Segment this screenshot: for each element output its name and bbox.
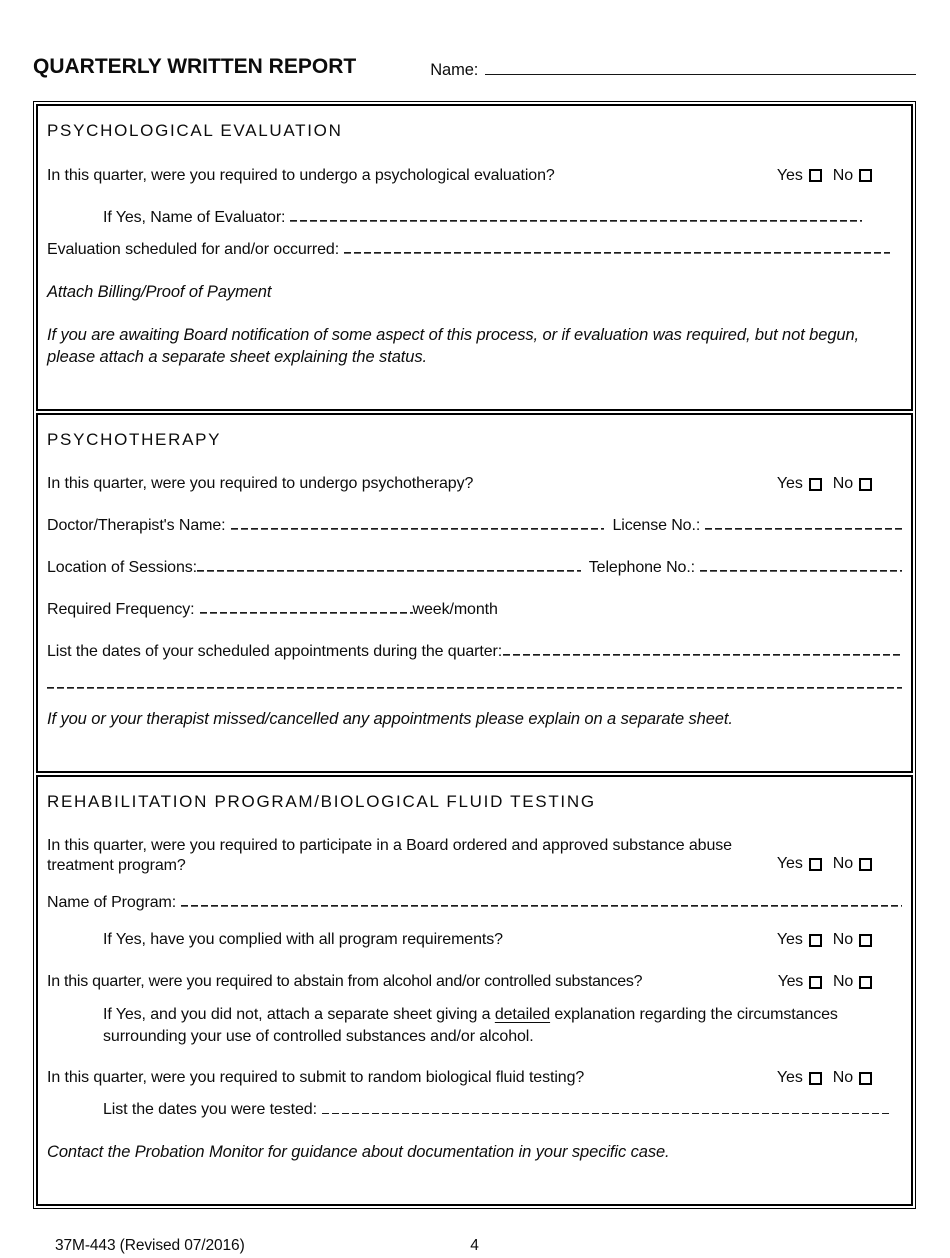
no-label: No	[832, 475, 853, 493]
program-name-label: Name of Program:	[47, 894, 177, 912]
no-label: No	[832, 855, 853, 873]
yes-no-group	[767, 474, 872, 494]
license-label: License No.:	[612, 517, 701, 535]
complied-yes-checkbox[interactable]	[809, 934, 822, 947]
section-psychological-evaluation	[36, 104, 913, 411]
page-title: QUARTERLY WRITTEN REPORT	[33, 55, 357, 78]
question-text: If Yes, have you complied with all program requirements?	[103, 931, 503, 949]
license-no-field[interactable]	[705, 525, 902, 530]
note-text-underlined: detailed	[494, 1006, 551, 1024]
abstain-yes-checkbox[interactable]	[809, 976, 822, 989]
yes-label: Yes	[776, 1069, 803, 1087]
yes-label: Yes	[776, 931, 803, 949]
tested-dates-field[interactable]	[322, 1109, 890, 1114]
program-yes-checkbox[interactable]	[809, 858, 822, 871]
complied-no-checkbox[interactable]	[859, 934, 872, 947]
telephone-no-field[interactable]	[700, 567, 902, 572]
name-field[interactable]	[485, 70, 916, 75]
abstain-no-checkbox[interactable]	[859, 976, 872, 989]
missed-appointments-note: If you or your therapist missed/cancelled any appointments please explain on a separate sheet.	[47, 710, 733, 729]
no-label: No	[832, 166, 853, 184]
doctor-license-row	[47, 516, 902, 536]
question-text: In this quarter, were you required to participate in a Board ordered and approved substance abuse treatment program?	[47, 837, 732, 875]
psych-eval-no-checkbox[interactable]	[859, 169, 872, 182]
session-location-field[interactable]	[197, 567, 581, 572]
page-number: 4	[470, 1237, 479, 1255]
name-label: Name:	[430, 60, 479, 79]
page-footer	[33, 1236, 916, 1258]
section-heading: PSYCHOTHERAPY	[47, 429, 222, 449]
testing-yes-checkbox[interactable]	[809, 1072, 822, 1085]
telephone-label: Telephone No.:	[588, 559, 696, 577]
attach-billing-note: Attach Billing/Proof of Payment	[47, 282, 272, 301]
yes-label: Yes	[776, 475, 803, 493]
testing-no-checkbox[interactable]	[859, 1072, 872, 1085]
form-box	[33, 101, 916, 1209]
yes-no-group	[767, 854, 872, 874]
evaluator-name-field[interactable]	[290, 217, 862, 222]
yes-no-group	[767, 166, 872, 186]
psychotherapy-no-checkbox[interactable]	[859, 478, 872, 491]
question-text: In this quarter, were you required to undergo a psychological evaluation?	[47, 166, 555, 184]
tested-dates-row	[47, 1100, 902, 1120]
program-question-row	[47, 836, 902, 876]
yes-no-group	[767, 930, 872, 950]
psychotherapy-question-row	[47, 474, 902, 494]
appointment-dates-field[interactable]	[503, 651, 902, 656]
frequency-suffix: week/month	[412, 601, 498, 619]
appointment-dates-row	[47, 642, 902, 662]
section-heading: PSYCHOLOGICAL EVALUATION	[47, 121, 343, 141]
evaluator-row	[47, 208, 902, 228]
appointment-dates-field-line2[interactable]	[47, 684, 902, 689]
evaluation-date-row	[47, 240, 902, 260]
yes-label: Yes	[777, 973, 804, 991]
tested-dates-label: List the dates you were tested:	[103, 1101, 317, 1119]
section-heading: REHABILITATION PROGRAM/BIOLOGICAL FLUID TESTING	[47, 791, 596, 811]
testing-question-row	[47, 1068, 902, 1088]
note-text: If Yes, and you did not, attach a separate sheet giving a	[103, 1006, 495, 1024]
question-text: In this quarter, were you required to abstain from alcohol and/or controlled substances?	[47, 973, 643, 991]
program-no-checkbox[interactable]	[859, 858, 872, 871]
frequency-field[interactable]	[200, 609, 413, 614]
yes-no-group	[768, 972, 872, 992]
location-telephone-row	[47, 558, 902, 578]
yes-no-group	[767, 1068, 872, 1088]
program-name-field[interactable]	[181, 902, 902, 907]
psych-eval-yes-checkbox[interactable]	[809, 169, 822, 182]
question-text: In this quarter, were you required to submit to random biological fluid testing?	[47, 1069, 585, 1087]
complied-question-row	[47, 930, 902, 950]
frequency-row	[47, 600, 902, 620]
frequency-label: Required Frequency:	[47, 601, 195, 619]
no-label: No	[832, 1069, 853, 1087]
no-label: No	[833, 973, 853, 991]
psych-eval-question-row	[47, 166, 902, 186]
program-name-row	[47, 893, 902, 913]
doctor-name-field[interactable]	[231, 525, 605, 530]
abstain-detail-note	[47, 1004, 884, 1047]
question-text: In this quarter, were you required to undergo psychotherapy?	[47, 475, 474, 493]
abstain-question-row	[47, 972, 902, 992]
doctor-name-label: Doctor/Therapist's Name:	[47, 517, 226, 535]
awaiting-status-note: If you are awaiting Board notification of some aspect of this process, or if evaluation was required, but not begun, please attach a separate sheet explaining the status.	[47, 326, 860, 367]
evaluation-date-field[interactable]	[344, 249, 890, 254]
name-row	[430, 60, 916, 81]
form-number: 37M-443 (Revised 07/2016)	[55, 1237, 245, 1255]
contact-monitor-note: Contact the Probation Monitor for guidance about documentation in your specific case.	[47, 1143, 670, 1162]
section-psychotherapy	[36, 413, 913, 773]
no-label: No	[832, 931, 853, 949]
psychotherapy-yes-checkbox[interactable]	[809, 478, 822, 491]
appointments-label: List the dates of your scheduled appointments during the quarter:	[47, 643, 503, 661]
yes-label: Yes	[776, 166, 803, 184]
section-rehabilitation-program	[36, 775, 913, 1206]
yes-label: Yes	[776, 855, 803, 873]
page-header	[33, 54, 916, 80]
location-label: Location of Sessions:	[47, 559, 197, 577]
evaluator-label: If Yes, Name of Evaluator:	[103, 208, 286, 226]
scheduled-label: Evaluation scheduled for and/or occurred:	[47, 240, 340, 258]
note-text: explanation regarding the circumstances surrounding your use of controlled substances and/or alcohol.	[103, 1006, 838, 1045]
